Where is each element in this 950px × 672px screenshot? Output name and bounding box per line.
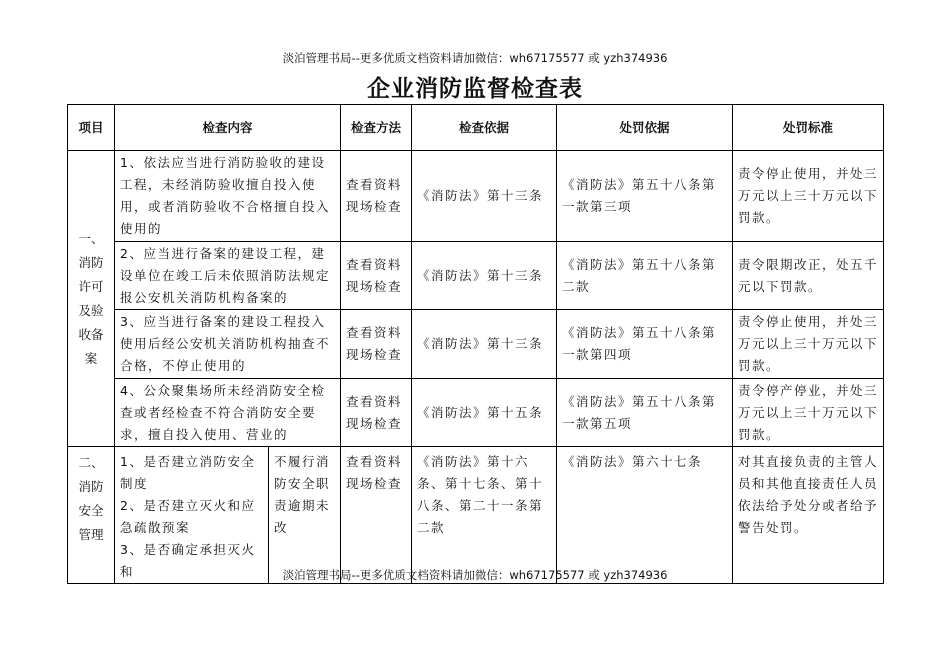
category-cell: 一、消防许可及验收备案 (68, 151, 115, 447)
method-cell: 查看资料现场检查 (341, 447, 412, 584)
method-cell: 查看资料现场检查 (341, 242, 412, 310)
col-item-header: 项目 (68, 105, 115, 151)
col-method-header: 检查方法 (341, 105, 412, 151)
table-row (68, 447, 884, 584)
content-cell: 1、依法应当进行消防验收的建设工程，未经消防验收擅自投入使用，或者消防验收不合格擅自投入使用的 (115, 151, 341, 242)
content-cell: 3、应当进行备案的建设工程投入使用后经公安机关消防机构抽查不合格，不停止使用的 (115, 310, 341, 379)
penalty-standard-cell: 责令停止使用，并处三万元以上三十万元以下罚款。 (733, 310, 884, 379)
penalty-basis-cell: 《消防法》第五十八条第二款 (557, 242, 733, 310)
sub-content-cell: 不履行消防安全职责逾期未改 (269, 447, 341, 584)
header-row (68, 105, 884, 151)
basis-cell: 《消防法》第十六条、第十七条、第十八条、第二十一条第二款 (412, 447, 557, 584)
penalty-basis-cell: 《消防法》第五十八条第一款第四项 (557, 310, 733, 379)
page-title: 企业消防监督检查表 (367, 75, 583, 102)
penalty-basis-cell: 《消防法》第六十七条 (557, 447, 733, 584)
table-row (68, 242, 884, 310)
penalty-standard-cell: 责令停产停业，并处三万元以上三十万元以下罚款。 (733, 379, 884, 447)
content-cell: 1、是否建立消防安全制度 2、是否建立灭火和应急疏散预案 3、是否确定承担灭火和 (115, 447, 269, 584)
penalty-basis-cell: 《消防法》第五十八条第一款第三项 (557, 151, 733, 242)
col-penalty-standard-header: 处罚标准 (733, 105, 884, 151)
penalty-standard-cell: 责令停止使用，并处三万元以上三十万元以下罚款。 (733, 151, 884, 242)
page-footer: 淡泊管理书局--更多优质文档资料请加微信：wh67175577 或 yzh374936 (282, 568, 668, 582)
penalty-standard-cell: 责令限期改正，处五千元以下罚款。 (733, 242, 884, 310)
method-cell: 查看资料现场检查 (341, 379, 412, 447)
col-penalty-basis-header: 处罚依据 (557, 105, 733, 151)
table-row (68, 379, 884, 447)
penalty-standard-cell: 对其直接负责的主管人员和其他直接责任人员依法给予处分或者给予警告处罚。 (733, 447, 884, 584)
penalty-basis-cell: 《消防法》第五十八条第一款第五项 (557, 379, 733, 447)
method-cell: 查看资料现场检查 (341, 310, 412, 379)
basis-cell: 《消防法》第十三条 (412, 242, 557, 310)
basis-cell: 《消防法》第十三条 (412, 151, 557, 242)
basis-cell: 《消防法》第十三条 (412, 310, 557, 379)
method-cell: 查看资料现场检查 (341, 151, 412, 242)
content-cell: 4、公众聚集场所未经消防安全检查或者经检查不符合消防安全要求，擅自投入使用、营业的 (115, 379, 341, 447)
category-cell: 二、消防安全管理 (68, 447, 115, 584)
inspection-table (67, 104, 884, 584)
col-content-header: 检查内容 (115, 105, 341, 151)
table-row (68, 151, 884, 242)
content-cell: 2、应当进行备案的建设工程，建设单位在竣工后未依照消防法规定报公安机关消防机构备案的 (115, 242, 341, 310)
table-row (68, 310, 884, 379)
col-basis-header: 检查依据 (412, 105, 557, 151)
basis-cell: 《消防法》第十五条 (412, 379, 557, 447)
page-header: 淡泊管理书局--更多优质文档资料请加微信：wh67175577 或 yzh374936 (282, 51, 668, 65)
